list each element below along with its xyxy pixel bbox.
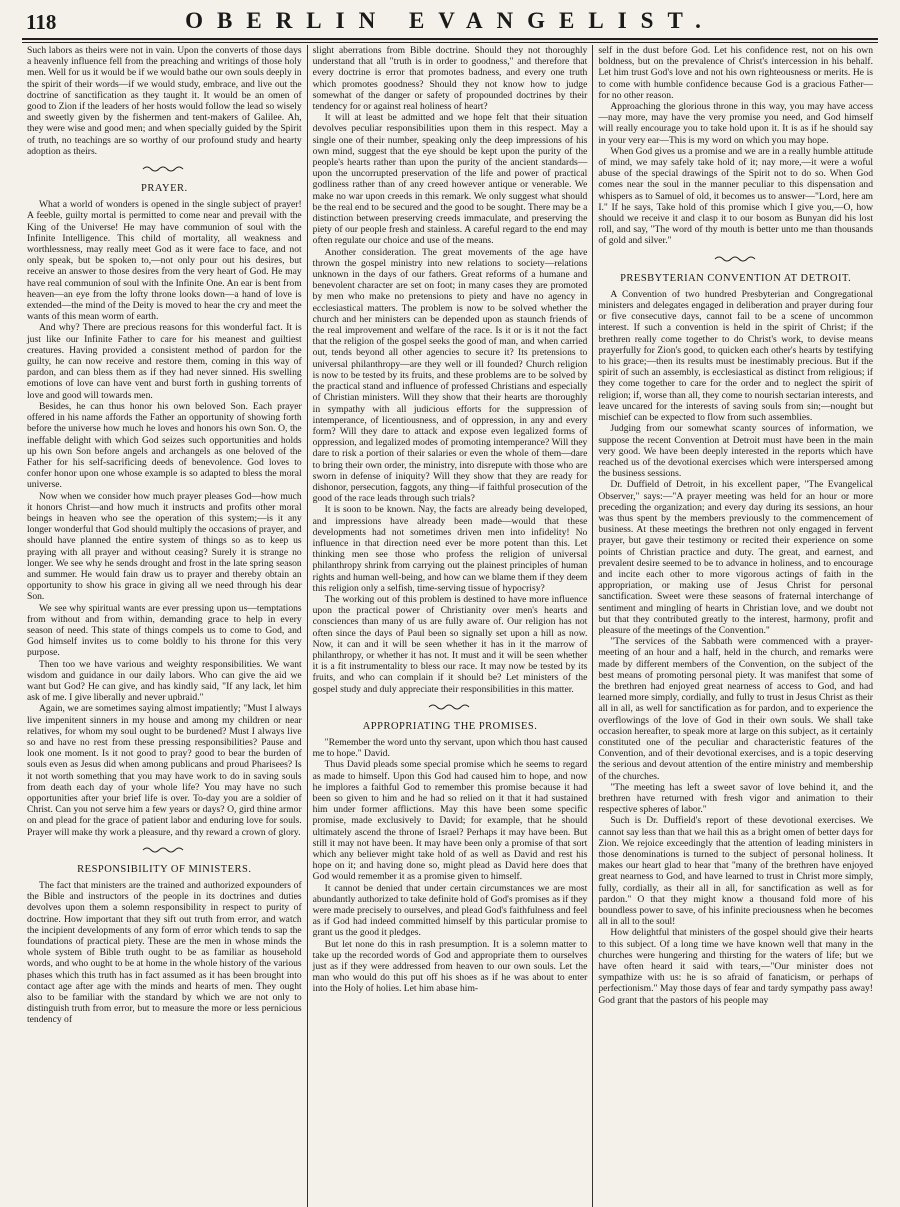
page-title: OBERLIN EVANGELIST. [185, 8, 715, 33]
paragraph: It will at least be admitted and we hope felt that their situation devolves peculiar responsibilities upon them in this respect. May a single one of their number, speaking only the deep impressions of his own mind, suggest that the eye should be kept upon the purity of the people's hearts rather than upon the purity of the ancient standards—upon the uncorrupted preservation of the life and power of practical godliness rather than of any creed however antique or venerable. We make no war upon creeds in this remark. We only suggest what should be the real end to be secured and the good to be sought. There may be a distinction between preserving creeds immaculate, and preserving the piety of our people fresh and stainless. A careful regard to the end may often regulate our choice and use of the means. [312, 112, 588, 247]
paragraph: When God gives us a promise and we are in a really humble attitude of mind, we may safely take hold of it; nay more,—it were a woful abuse of the special drawings of the Spirit not to do so. When God comes near the soul in the manner peculiar to this dispensation and whispers as to Samuel of old, it becomes us to answer—"Lord, here am I." If he says, Take hold of this promise which I give you,—O, how should we receive it and clasp it to our bosom as Bunyan did his lost roll, and say, "The word of thy mouth is better unto me than thousands of gold and silver." [598, 145, 874, 247]
paragraph: Judging from our somewhat scanty sources of information, we suppose the recent Convention at Detroit must have been in the main very good. We have been deeply interested in the reports which have reached us of the devotional exercises which were interspersed among the business sessions. [598, 423, 874, 480]
section-divider [313, 703, 588, 711]
section-divider [27, 846, 302, 854]
paragraph: "The meeting has left a sweet savor of love behind it, and the brethren have returned with fresh vigor and animation to their respective spheres of labor." [598, 781, 874, 816]
page-number: 118 [26, 10, 57, 34]
column-1 [22, 45, 307, 1207]
paragraph: Such labors as theirs were not in vain. Upon the converts of those days a heavenly influence fell from the preaching and writings of those holy men. Well for us it would be if we would bathe our own souls deeply in the spirit of their words—if we would study, embrace, and live out the doctrine of sanctification as they taught it. It would be an omen of good to Zion if the leaders of her hosts would follow the lead so wisely and sweetly given by the fishermen and tent-makers of Galilee. Ah, they were wise and good men; and when specially guided by the Spirit of truth, no teachings are so worthy of our profound study and hearty adoption as theirs. [27, 45, 302, 157]
section-heading-convention: PRESBYTERIAN CONVENTION AT DETROIT. [620, 272, 852, 284]
column-2 [307, 45, 593, 1207]
paragraph: Now when we consider how much prayer pleases God—how much it honors Christ—and how much it instructs and profits other moral beings in heaven who see the operation of this system;—is it any longer wonderful that God should multiply the occasions of prayer, and should have planned the entire system of things so as to keep us praying with all prayer and without ceasing? Surely it is strange no longer. We see why he sends drought and frost in the late spring season and summer. He would fain draw us to prayer and thereby obtain an opportunity to show his grace in giving all we need through his dear Son. [27, 490, 302, 603]
paragraph: It cannot be denied that under certain circumstances we are most abundantly authorized to take definite hold of God's promises as if they were made precisely to ourselves, and plead God's faithfulness and feel as if God had indeed committed himself by this particular promise to grant us the good it pledges. [312, 882, 588, 939]
section-divider [27, 165, 302, 173]
paragraph: And why? There are precious reasons for this wonderful fact. It is just like our Infinite Father to care for his meanest and guiltiest creatures. Having provided a consistent method of pardon for the guilty, he can now receive and restore them, coming in this way of pardon, and can bless them as if they had never sinned. His swelling emotions of love can have vent and burst forth in gushing torrents of love and good will towards men. [27, 322, 302, 401]
masthead-rule [22, 38, 878, 43]
paragraph: It is soon to be known. Nay, the facts are already being developed, and impressions have already been made—would that these developments had not sometimes driven men into infidelity! No influence in that direction need ever be more potent than this. Let thinking men see those who profess the religion of universal philanthropy shrink from carrying out the plainest principles of human rights and human well-being, and how can we blame them if they deem this religion only a selfish, time-serving tissue of hypocrisy? [312, 504, 588, 594]
paragraph: Such is Dr. Duffield's report of these devotional exercises. We cannot say less than that we hail this as a bright omen of better days for Zion. We rejoice exceedingly that the attention of leading ministers in those denominations is turned to the subject of personal holiness. It makes our heart glad to hear that "many of the brethren have enjoyed great nearness to God, and have learned to trust in Christ more simply, fully, cordially, as their all in all, for sanctification as well as for pardon." O that they might know a thousand fold more of his boundless power to save, of his infinite preciousness when he becomes all in all to the soul! [598, 815, 874, 928]
paragraph: Thus David pleads some special promise which he seems to regard as made to himself. Upon this God had caused him to hope, and now he implores a faithful God to remember this promise because it had been so given to him and he had so relied on it that it had sustained him under former afflictions. May this have been some specific promise, made exclusively to David; for example, that he should ultimately ascend the throne of Israel? Perhaps it may have been. But still it may not have been. It may have been only a promise of that sort which any believer might take hold of as well as David and rest his hope on it; and having done so, might plead as David here does that God would remember it as a promise given to himself. [312, 759, 588, 883]
section-heading-ministers: RESPONSIBILITY OF MINISTERS. [77, 863, 252, 875]
paragraph: self in the dust before God. Let his confidence rest, not on his own boldness, but on the prevalence of Christ's intercession in his behalf. Let him trust God's love and not his own righteousness or merits. He is to come with humble confidence because God is a gracious Father—for no other reason. [598, 45, 874, 101]
paragraph: The fact that ministers are the trained and authorized expounders of the Bible and instructors of the people in its doctrines and duties devolves upon them a solemn responsibility in respect to purity of doctrine. How important that they sift out truth from error, and watch the incipient developments of any form of error which tends to sap the foundations of practical piety. These are the men in whose minds the whole system of Bible truth ought to be as familiar as household words, and who ought to be at home in the whole history of the various phases which this truth has in fact assumed as it has been brought into contact age after age with the minds and hearts of men. They ought also to be familiar with the standard by which we are not only to distinguish truth from error, but to measure the more or less pernicious tendency of [27, 880, 302, 1026]
section-heading-prayer: PRAYER. [141, 183, 188, 195]
paragraph: How delightful that ministers of the gospel should give their hearts to this subject. Of a long time we have known well that many in the churches were hungering and thirsting for the waters of life; but we have often heard it said with tears,—"Our minister does not sympathize with us: he is so afraid of fanaticism, or perhaps of perfectionism." May those days of fear and tardy sympathy pass away! God grant that the pastors of his people may [598, 927, 874, 1006]
section-divider [598, 255, 873, 263]
paragraph: What a world of wonders is opened in the single subject of prayer! A feeble, guilty mortal is permitted to come near and prevail with the King of the Universe! He may have communion of soul with the Infinite Intelligence. This child of mortality, all weakness and worthlessness, may really meet God as it were face to face, and not only speak, but be spoken to,—not only pour out his desires, but receive an answer to those desires from the very heart of God. He may have real communion of soul with the Infinite One. An ear is bent from heaven—an eye from the lofty throne looks down—a hand of love is extended—the mind of the Deity is moved to hear the cry and meet the wants of this mean worm of earth. [27, 199, 302, 323]
masthead [22, 6, 878, 36]
paragraph: slight aberrations from Bible doctrine. Should they not thoroughly understand that all "truth is in order to goodness," and therefore that every doctrine is error that promotes badness, and every one truth which promotes goodness? Should they not know how to judge somewhat of the danger or safety of propounded doctrines by their tendency for or against real holiness of heart? [312, 45, 588, 113]
paragraph: Another consideration. The great movements of the age have thrown the gospel ministry into new relations to society—relations unknown in the days of our fathers. Great reforms of a humane and benevolent character are set on foot; in many cases they are promoted by men who make no pretensions to piety and have no agency in ecclesiastical matters. The problem is now to be solved whether the church and her ministers can be depended upon as staunch friends of the real improvement and welfare of the race. Is it or is it not the fact that the religion of the gospel seeks the good of man, and when carried out, tends beyond all other agencies to secure it? Its pretensions to universal philanthropy—are they well or ill founded? Church religion is now to be tested by its fruits, and these problems are to be solved by the practical stand and influence of professed Christians and especially of Christian ministers. Will they show that their hearts are thoroughly in sympathy with all judicious efforts for the suppression of intemperance, of licentiousness, and of oppression, in any and every form? Will they dare to attack and expose even legalized forms of oppression, and legalized modes of promoting intemperance? Will they dare to risk a portion of their salaries or even the whole of them—dare to bring their own order, the ministry, into disrepute with those who are sworn in defense of iniquity? Will they show that they are ready for dishonor, persecution, faggots, any thing—if faithful prosecution of the good of the race leads through such trials? [312, 246, 588, 505]
paragraph: Dr. Duffield of Detroit, in his excellent paper, "The Evangelical Observer," says:—"A prayer meeting was held for an hour or more preceding the organization; and every day during its sessions, an hour was thus spent by the members previously to the commencement of business. At these meetings the brethren not only engaged in fervent prayer, but gave their testimony or recited their experience on some points of Christian practice and duty. The great, and earnest, and prevalent desire seemed to be to advance in holiness, and to encourage and incite each other to more vigorous actings of faith in the appropriation, or making use of Jesus Christ for personal sanctification. Sweet were these seasons of fraternal interchange of sentiment and mingling of hearts in Christian love, and we doubt not but that they contributed greatly to the interest, harmony, profit and pleasure of the meetings of the Convention." [598, 479, 874, 636]
paragraph: Approaching the glorious throne in this way, you may have access—nay more, may have the very promise you need, and God himself will really encourage you to take hold upon it. It is as if he should say in your very ear—This is my word on which you may hope. [598, 101, 874, 146]
epigraph: "Remember the word unto thy servant, upon which thou hast caused me to hope." David. [312, 736, 588, 760]
paragraph: Then too we have various and weighty responsibilities. We want wisdom and guidance in our daily labors. Who can give the aid we want but God? He can give, and has kindly said, "If any lack, let him ask of me. I give liberally and never upbraid." [27, 658, 302, 704]
section-heading-promises: APPROPRIATING THE PROMISES. [362, 720, 538, 732]
paragraph: The working out of this problem is destined to have more influence upon the practical power of Christianity over men's hearts and consciences than many of us are fully aware of. Our religion has not often since the days of Paul been so signally set upon a hill as now. Now, it can and it will be seen whether it has in it the marrow of philanthropy, or whether it has not. It must and it will be seen whether it is a fit instrumentality to bless our race. It may now be tested by its fruits, and who can complain if it should be? Let ministers of the gospel study and duly appreciate their responsibilities in this matter. [312, 593, 588, 695]
paragraph: Again, we are sometimes saying almost impatiently; "Must I always live impenitent sinners in my house and among my children or near relatives, for whom my soul ought to be burdened? Must I always live so and have no rest from these pressing responsibilities? Pause and look one moment. Is it not good to pray? good to bear the burden of souls even as Jesus did when among publicans and proud Pharisees? Is it not worth something that you may have work to do in saving souls from death each day of your whole life? You may have no such opportunities after your brief life is over. To-day you are a soldier of Christ. Can you not serve him a few years or days? O, gird thine armor on and plead for the grace of patient labor and enduring love for souls. Prayer will make thy work a pleasure, and thy reward a crown of glory. [27, 703, 302, 838]
column-3 [592, 45, 878, 1207]
paragraph: A Convention of two hundred Presbyterian and Congregational ministers and delegates engaged in deliberation and prayer during four or five consecutive days, cannot fail to be a scene of uncommon interest. If such a convention is held in the spirit of Christ; if the brethren really come together to do Christ's work, to devise means prayerfully for Zion's good, to quicken each other's hearts by testifying to his grace;—then its results must be inestimably precious. But if the spirit of such an assembly, is ecclesiastical as distinct from religious; if they come together to care for the order and to neglect the spirit of religion; if, worse than all, they come to nourish sectarian interests, and leave uncared for the interests of saving souls from sin;—nought but mischief can be expected to flow from such assemblies. [598, 288, 874, 424]
columns [22, 45, 878, 1207]
paragraph: But let none do this in rash presumption. It is a solemn matter to take up the recorded words of God and appropriate them to ourselves just as if they were addressed from heaven to our own souls. Let the man who would do this put off his shoes as if he was about to enter into the Holy of holies. Let him abase him- [312, 938, 588, 995]
paragraph: We see why spiritual wants are ever pressing upon us—temptations from without and from within, demanding grace to help in every season of need. This state of things compels us to come to God, and God himself invites us to come boldly to his throne for this very purpose. [27, 602, 302, 659]
paragraph: Besides, he can thus honor his own beloved Son. Each prayer offered in his name affords the Father an opportunity of showing forth before the universe how much he loves and honors his own Son. O, the ineffable delight with which God seizes such opportunities and holds up his own Son before angels and archangels as one beloved of the Father for his self-sacrificing deeds of benevolence. God loves to confer honor upon one whose example is so adapted to bless the moral universe. [27, 400, 302, 491]
paragraph: "The services of the Sabbath were commenced with a prayer-meeting of an hour and a half, held in the church, and remarks were made by different members of the Convention, on the subject of the best means of promoting personal piety. It was manifest that some of the brethren had enjoyed great nearness of access to God, and had learned more simply, cordially, and fully to trust in Jesus Christ as their all in all, as well for sanctification as for pardon, and to experience the overflowings of the love of God in their own souls. We shall take occasion hereafter, to speak more at large on this subject, as it certainly constituted one of the peculiar and characteristic features of the Convention, and of their devotional exercises, and is a topic deserving the serious and devout attention of the entire ministry and membership of the churches. [598, 636, 874, 782]
